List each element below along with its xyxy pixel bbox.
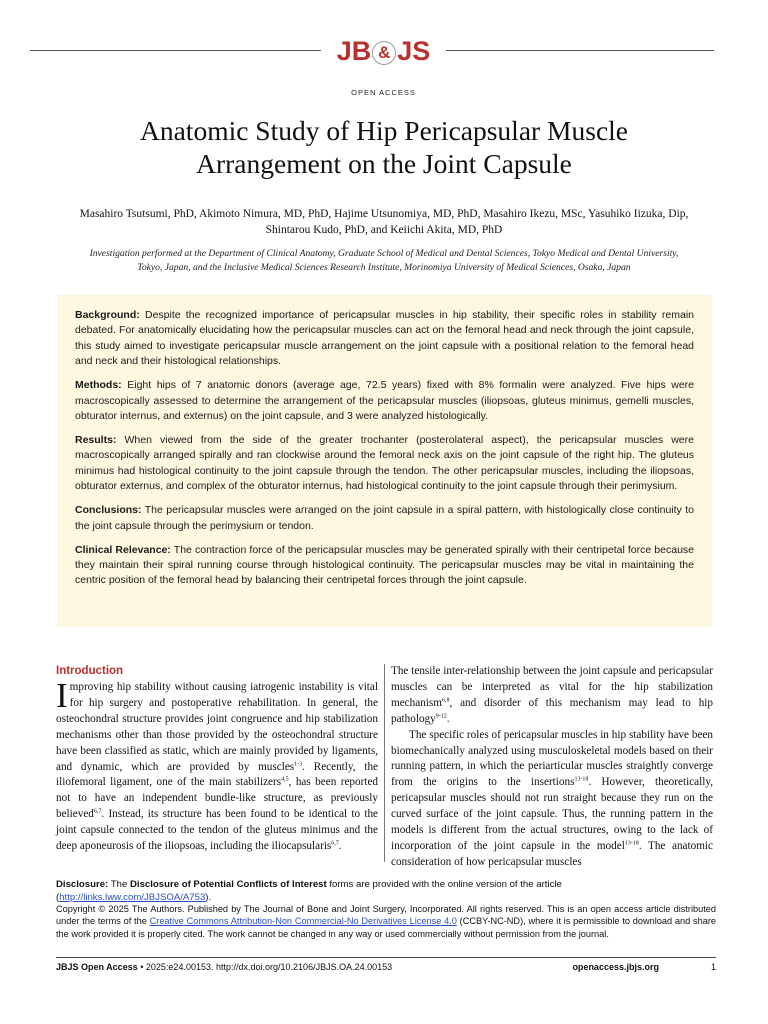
disclosure-label: Disclosure: (56, 879, 109, 890)
abstract-box (57, 295, 712, 627)
citation-ref: 9-12 (435, 712, 447, 719)
disclosure-pre: The (110, 879, 128, 890)
title-line-1: Anatomic Study of Hip Pericapsular Muscle (139, 115, 629, 146)
intro-paragraph-1 (56, 676, 379, 855)
body-text: The tensile inter-relationship between the joint capsule and pericapsular muscles can be interpreted as vital for the hip stabilization mechanism (391, 665, 713, 709)
abstract-conclusions (75, 503, 694, 534)
citation-ref: 13-18 (574, 776, 589, 783)
body-text: . However, theoretically, pericapsular muscles should not run straight because they run on the curved surface of the joint capsule. Thus, the running pattern in the models is different from the actual structures, owing to the lack of incorporation of the joint capsule in the model (391, 776, 713, 852)
results-text: When viewed from the side of the greater trochanter (posterolateral aspect), the pericapsular muscles were macroscopically arranged spirally and ran clockwise around the femoral neck axis on the joint capsule of the right hip. The gluteus minimus had histological continuity to the joint capsule through the tendon. The other pericapsular muscles, including the iliopsoas, obturator externus, and complex of the obturator internus, had histological continuity to the joint capsule through their perimysium. (75, 434, 694, 493)
background-text: Despite the recognized importance of pericapsular muscles in hip stability, their specific roles in stability remain debated. For anatomically elucidating how the pericapsular muscles can act on the femoral head and neck through the joint capsule, this study aimed to investigate pericapsular muscle arrangement on the joint capsule with a positional relation to the femoral head and neck and their histological relationships. (75, 309, 694, 368)
abstract-results (75, 433, 694, 495)
citation-ref: 13-18 (624, 840, 639, 847)
footer-citation (56, 962, 392, 972)
results-label: Results: (75, 434, 117, 447)
footer-bullet: • (140, 962, 144, 972)
body-paragraph-2 (391, 664, 713, 728)
authors-line-2: Shintarou Kudo, PhD, and Keiichi Akita, MD, PhD (265, 224, 503, 236)
author-list (40, 206, 728, 238)
body-column-right (391, 664, 713, 871)
logo-ampersand: & (372, 41, 396, 65)
logo-jb: JB (336, 36, 372, 66)
clinical-label: Clinical Relevance: (75, 543, 171, 556)
body-paragraph-3 (391, 728, 713, 871)
authors-line-1: Masahiro Tsutsumi, PhD, Akimoto Nimura, MD, PhD, Hajime Utsunomiya, MD, PhD, Masahiro Ikezu, MSc, Yasuhiko Iizuka, Dip, (79, 208, 689, 220)
methods-label: Methods: (75, 379, 122, 392)
logo-subtitle: OPEN ACCESS (351, 88, 416, 97)
citation-ref: 6,7 (93, 808, 102, 815)
body-text: , and disorder of this mechanism may lead to hip pathology (391, 696, 713, 725)
conclusions-label: Conclusions: (75, 504, 142, 517)
footer-rule (56, 957, 716, 958)
section-heading-introduction: Introduction (56, 665, 124, 677)
abstract-clinical-relevance (75, 543, 694, 589)
citation-ref: 4,5 (281, 776, 289, 783)
header-rule-right (446, 50, 714, 51)
article-title (40, 114, 728, 180)
abstract-background (75, 308, 694, 370)
license-link[interactable]: Creative Commons Attribution-Non Commercial-No Derivatives License 4.0 (149, 916, 457, 927)
column-divider (384, 664, 385, 862)
footer-site[interactable]: openaccess.jbjs.org (572, 962, 659, 972)
disclosure-bold: Disclosure of Potential Conflicts of Interest (129, 879, 327, 890)
methods-text: Eight hips of 7 anatomic donors (average age, 72.5 years) fixed with 8% formalin were analyzed. Five hips were macroscopically assessed to determine the arrangement of the pericapsular muscles (iliopsoas, gluteus minimus, gemelli muscles, obturator internus, and externus) on the joint capsule, and 3 were analyzed histologically. (75, 379, 695, 423)
disclosure-end: ). (205, 892, 212, 903)
intro-text-1: mproving hip stability without causing iatrogenic instability is vital for hip surgery and postoperative rehabilitation. In general, the osteochondral structure provides joint congruence and hip stabilization mechanisms other than those provided by the osteochondral structure have been classified as static, which are mainly provided by ligaments, and dynamic, which are provided by muscles (56, 681, 378, 773)
journal-logo (321, 37, 446, 65)
clinical-text: The contraction force of the pericapsular muscles may be generated spirally with their centripetal force because they maintain their spiral running course through histological continuity. The pericapsular muscles may be vital in maintaining the centric position of the femoral head by balancing their centripetal forces through the joint capsule. (75, 543, 694, 587)
footer-journal-name: JBJS Open Access (56, 962, 138, 972)
body-text: The specific roles of pericapsular muscles in hip stability have been biomechanically analyzed using musculoskeletal models based on their running pattern, in which the periarticular muscles straightly converge from the origins to the insertions (391, 728, 713, 789)
abstract-methods (75, 378, 694, 424)
copyright-text-2: (CCBY-NC-ND), where it is permissible to download and share the work provided it is properly cited. The work cannot be changed in any way or used commercially without permission from the journal. (56, 916, 716, 939)
footer-citation-number: 2025:e24.00153. (145, 962, 214, 972)
citation-ref: 6,7 (331, 840, 339, 847)
header-rule-left (30, 50, 321, 51)
conclusions-text: The pericapsular muscles were arranged on the joint capsule in a spiral pattern, with histologically close continuity to the joint capsule through the perimysium or tendon. (75, 504, 694, 532)
copyright-note (56, 903, 716, 940)
intro-text-3: , has been reported not to have an independent bundle-like structure, as previously believed (56, 776, 379, 821)
citation-ref: 6,8 (441, 697, 450, 704)
citation-ref: 1-3 (294, 760, 303, 767)
body-column-left (56, 664, 378, 855)
disclosure-note (56, 878, 716, 904)
affiliation (40, 247, 728, 275)
intro-text-5: . (338, 840, 342, 853)
copyright-text: Copyright © 2025 The Authors. Published by The Journal of Bone and Joint Surgery, Incorporated. All rights reserved. This is an open access article distributed under the terms of the (56, 904, 716, 927)
disclosure-text: forms are provided with the online version of the article ( (56, 879, 562, 903)
disclosure-link[interactable]: http://links.lww.com/JBJSOA/A753 (59, 892, 206, 903)
page-number: 1 (710, 962, 716, 972)
logo-js: JS (397, 36, 431, 66)
title-line-2: Arrangement on the Joint Capsule (196, 148, 572, 179)
intro-text-4: . Instead, its structure has been found to be identical to the joint capsule connected to the tendon of the gluteus minimus and the deep aponeurosis of the iliopsoas, including the iliocapsularis (56, 808, 378, 853)
footer-doi[interactable]: http://dx.doi.org/10.2106/JBJS.OA.24.00153 (216, 962, 393, 972)
affiliation-line-2: Tokyo, Japan, and the Inclusive Medical Sciences Research Institute, Morinomiya University of Medical Sciences, Osaka, Japan (137, 262, 631, 273)
drop-cap: I (56, 676, 68, 715)
background-label: Background: (75, 309, 140, 321)
affiliation-line-1: Investigation performed at the Department of Clinical Anatomy, Graduate School of Medical and Dental Sciences, Tokyo Medical and Dental University, (89, 248, 679, 259)
intro-text-2: . Recently, the iliofemoral ligament, one of the main stabilizers (56, 760, 379, 789)
body-text: . (446, 712, 450, 725)
footer-right (550, 962, 716, 972)
body-text: . The anatomic consideration of how pericapsular muscles (391, 839, 713, 868)
